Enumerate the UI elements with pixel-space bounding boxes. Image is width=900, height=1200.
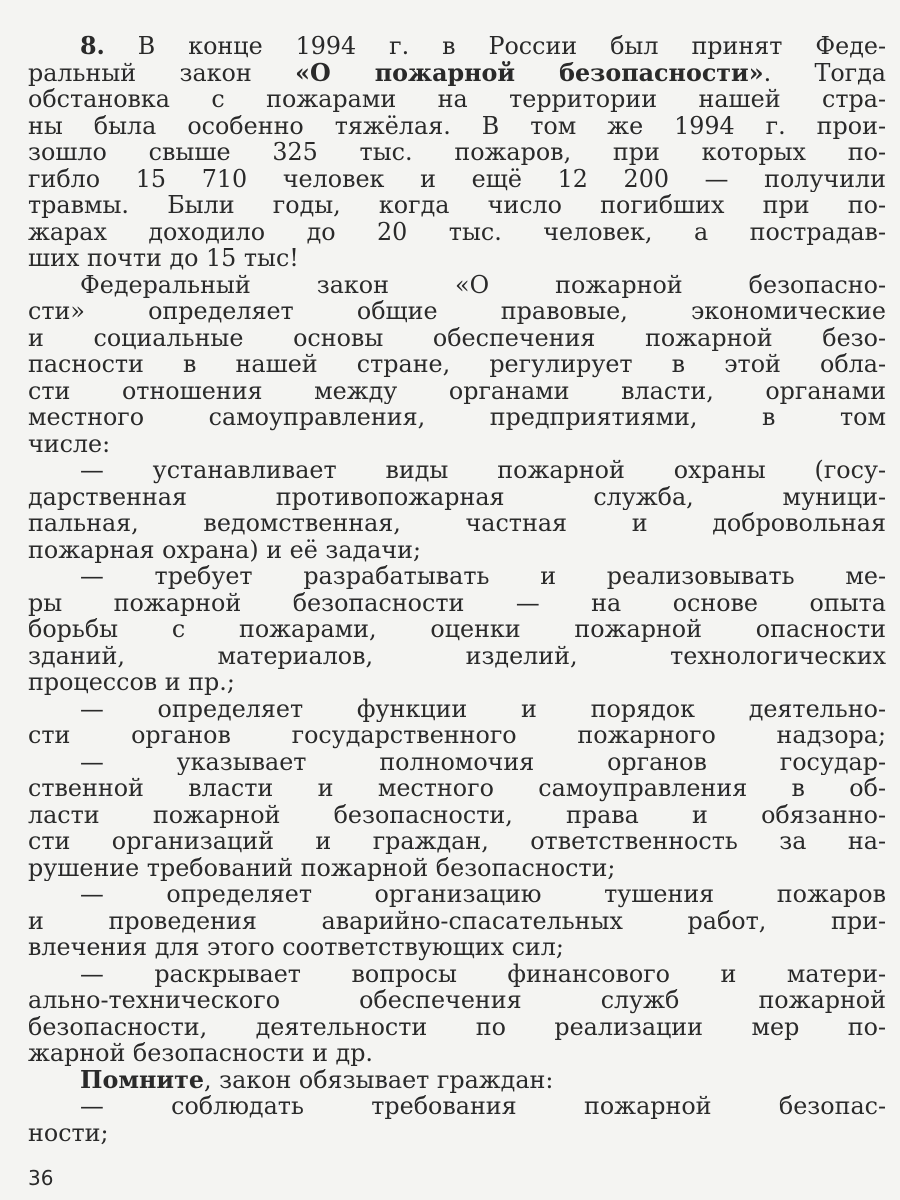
text-run: жарной безопасности и др. [28,1040,373,1067]
text-run: зданий, материалов, изделий, технологических [28,642,886,669]
text-line [28,616,886,643]
text-line [28,510,886,537]
text-run: ны была особенно тяжёлая. В том же 1994 г. прои- [28,112,886,139]
text-line [28,802,886,829]
text-run: борьбы с пожарами, оценки пожарной опасности [28,616,886,643]
text-run: В конце 1994 г. в России был принят Феде- [104,33,886,60]
text-run: пальная, ведомственная, частная и добровольная [28,510,886,537]
text-run: влечения для этого соответствующих сил; [28,934,564,961]
text-line [28,563,886,590]
text-run: гибло 15 710 человек и ещё 12 200 — получили [28,165,886,192]
text-line [28,139,886,166]
bold-text: «О пожарной безопасности» [295,59,764,86]
text-run: пасности в нашей стране, регулирует в этой обла- [28,351,886,378]
text-run: ности; [28,1119,109,1146]
text-line [28,1014,886,1041]
text-run: Федеральный закон «О пожарной безопасно- [80,271,886,298]
text-line [28,855,886,882]
text-line [28,696,886,723]
text-line [28,722,886,749]
text-run: зошло свыше 325 тыс. пожаров, при которых по- [28,139,886,166]
text-run: , закон обязывает граждан: [203,1066,554,1093]
text-run: процессов и пр.; [28,669,235,696]
text-run: сти организаций и граждан, ответственность за на- [28,828,886,855]
text-run: и проведения аварийно-спасательных работ, при- [28,907,886,934]
text-run: жарах доходило до 20 тыс. человек, а пострадав- [28,218,886,245]
text-line [28,60,886,87]
text-line [28,961,886,988]
text-line [28,590,886,617]
text-run: . Тогда [763,59,886,86]
text-line [28,1120,886,1147]
text-line [28,484,886,511]
body-text [28,33,886,1146]
text-line [28,775,886,802]
text-line [28,828,886,855]
text-run: местного самоуправления, предприятиями, в том [28,404,886,431]
text-line [28,749,886,776]
text-run: — указывает полномочия органов государ- [80,748,886,775]
text-run: — требует разрабатывать и реализовывать ме- [80,563,886,590]
bold-text: 8. [80,33,105,60]
text-run: ральный закон [28,59,296,86]
text-run: ры пожарной безопасности — на основе опыта [28,589,886,616]
text-run: — раскрывает вопросы финансового и матери- [80,960,886,987]
text-run: сти органов государственного пожарного надзора; [28,722,886,749]
text-line [28,192,886,219]
text-line [28,351,886,378]
text-line [28,987,886,1014]
text-run: дарственная противопожарная служба, муници- [28,483,886,510]
text-run: числе: [28,430,111,457]
text-run: — определяет функции и порядок деятельно- [80,695,886,722]
text-line [28,537,886,564]
text-line [28,219,886,246]
text-run: и социальные основы обеспечения пожарной безо- [28,324,886,351]
text-line [28,113,886,140]
text-line [28,86,886,113]
text-line [28,1040,886,1067]
text-run: пожарная охрана) и её задачи; [28,536,421,563]
text-run: ственной власти и местного самоуправления в об- [28,775,886,802]
text-line [28,245,886,272]
text-line [28,378,886,405]
text-run: обстановка с пожарами на территории нашей стра- [28,86,886,113]
text-line [28,669,886,696]
text-run: — определяет организацию тушения пожаров [80,881,886,908]
text-line [28,33,886,60]
text-line [28,166,886,193]
text-line [28,934,886,961]
text-line [28,272,886,299]
text-run: ально-технического обеспечения служб пожарной [28,987,886,1014]
text-run: ласти пожарной безопасности, права и обязанно- [28,801,886,828]
text-run: сти» определяет общие правовые, экономические [28,298,886,325]
text-line [28,908,886,935]
text-line [28,325,886,352]
bold-text: Помните [80,1066,204,1093]
text-line [28,1093,886,1120]
text-run: травмы. Были годы, когда число погибших при по- [28,192,886,219]
text-line [28,431,886,458]
text-run: сти отношения между органами власти, органами [28,377,886,404]
page-number: 36 [28,1166,54,1190]
text-run: рушение требований пожарной безопасности; [28,854,616,881]
text-run: безопасности, деятельности по реализации мер по- [28,1013,886,1040]
text-run: — устанавливает виды пожарной охраны (госу- [80,457,886,484]
text-line [28,457,886,484]
text-line [28,1067,886,1094]
text-run: ших почти до 15 тыс! [28,245,299,272]
text-run: — соблюдать требования пожарной безопас- [80,1093,886,1120]
text-line [28,298,886,325]
text-line [28,881,886,908]
text-line [28,404,886,431]
text-line [28,643,886,670]
